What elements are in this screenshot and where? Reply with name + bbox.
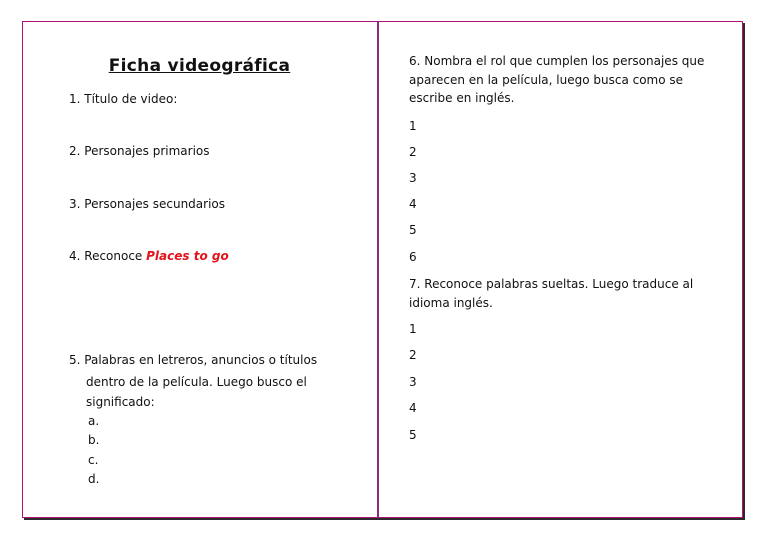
question-6-item-4: 4 (409, 197, 417, 211)
question-7-item-1: 1 (409, 322, 417, 336)
question-6-item-5: 5 (409, 223, 417, 237)
question-4 (69, 249, 229, 263)
question-7-item-5: 5 (409, 428, 417, 442)
page-title: Ficha videográfica (108, 56, 291, 76)
question-7-item-2: 2 (409, 348, 417, 362)
question-5-item-a: a. (88, 414, 100, 428)
question-7-item-3: 3 (409, 375, 417, 389)
question-5-line-2: dentro de la película. Luego busco el (86, 375, 307, 389)
question-6-item-3: 3 (409, 171, 417, 185)
question-3: 3. Personajes secundarios (69, 197, 225, 211)
question-5-line-1: 5. Palabras en letreros, anuncios o títulos (69, 353, 318, 367)
question-6-item-6: 6 (409, 250, 417, 264)
column-divider (377, 21, 379, 518)
question-4-text: 4. Reconoce (69, 249, 147, 263)
question-1: 1. Título de video: (69, 92, 178, 106)
question-2: 2. Personajes primarios (69, 144, 210, 158)
question-7-item-4: 4 (409, 401, 417, 415)
question-6-item-1: 1 (409, 119, 417, 133)
question-7: 7. Reconoce palabras sueltas. Luego traduce al idioma inglés. (409, 277, 694, 310)
question-6-item-2: 2 (409, 145, 417, 159)
question-4-highlight: Places to go (146, 249, 229, 263)
question-5-line-3: significado: (86, 395, 155, 409)
question-6: 6. Nombra el rol que cumplen los personajes que aparecen en la película, luego busca como se escribe en inglés. (409, 54, 705, 105)
question-5-item-b: b. (88, 433, 100, 447)
question-5-item-d: d. (88, 472, 100, 486)
question-5-item-c: c. (88, 453, 99, 467)
